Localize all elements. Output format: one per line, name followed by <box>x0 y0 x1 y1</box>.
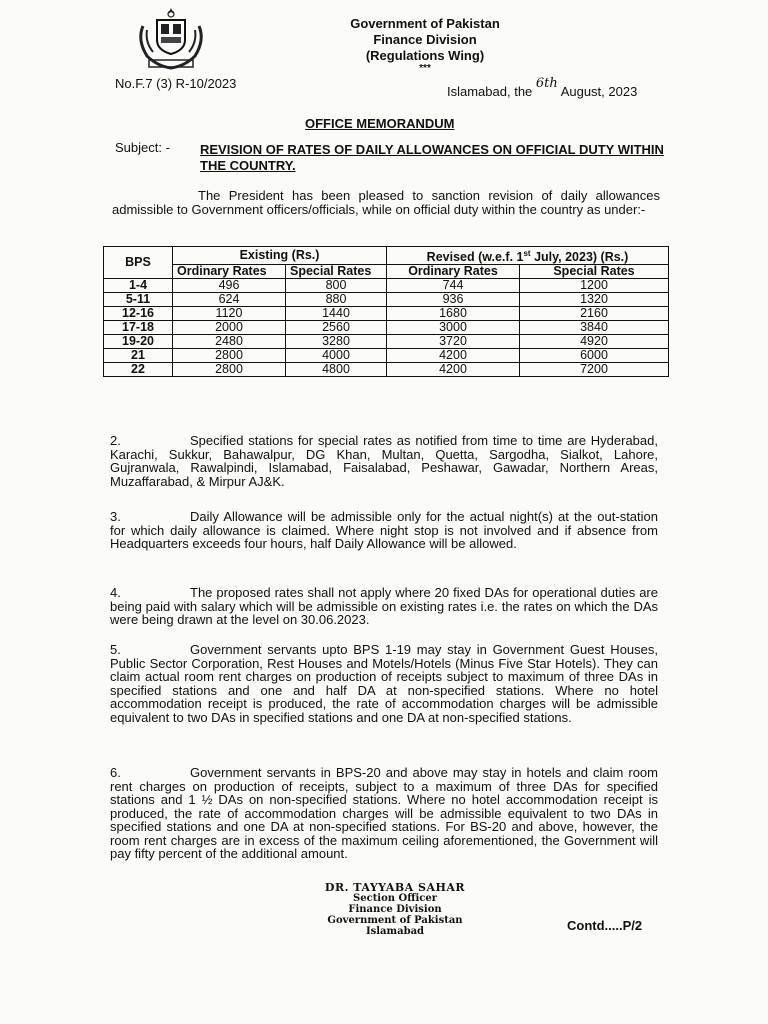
table-cell: 2480 <box>173 335 286 349</box>
table-cell: 800 <box>286 279 387 293</box>
table-cell: 1680 <box>387 307 520 321</box>
header-existing-ordinary: Ordinary Rates <box>173 265 286 279</box>
table-row <box>104 335 669 349</box>
table-cell: 936 <box>387 293 520 307</box>
paragraph-2: 2. Specified stations for special rates as notified from time to time are Hyderabad, Karachi, Sukkur, Bahawalpur, DG Khan, Multan, Quetta, Sargodha, Sialkot, Lahore, Gujranwala, Rawalpindi, Islamabad, Faisalabad, Peshawar, Gawadar, Northern Areas, Muzaffarabad, & Mirpur AJ&K. <box>110 433 658 489</box>
intro-text: The President has been pleased to sanction revision of daily allowances admissible to Government officers/officials, while on official duty within the country as under:- <box>112 188 660 217</box>
table-cell: 5-11 <box>104 293 173 307</box>
subject-text: REVISION OF RATES OF DAILY ALLOWANCES ON OFFICIAL DUTY WITHIN THE COUNTRY. <box>200 142 664 173</box>
header-existing-special: Special Rates <box>286 265 387 279</box>
table-cell: 21 <box>104 349 173 363</box>
table-cell: 880 <box>286 293 387 307</box>
table-cell: 2160 <box>520 307 669 321</box>
state-emblem-icon <box>135 6 207 70</box>
table-cell: 1200 <box>520 279 669 293</box>
letterhead-line2: Finance Division <box>373 32 477 47</box>
table-cell: 4800 <box>286 363 387 377</box>
date-suffix: August, 2023 <box>560 84 638 99</box>
signatory-city: Islamabad <box>365 926 425 937</box>
table-cell: 7200 <box>520 363 669 377</box>
paragraph-4: 4. The proposed rates shall not apply where 20 fixed DAs for operational duties are being paid with salary which will be admissible on existing rates i.e. the rates on which the DAs were being drawn at the level on 30.06.2023. <box>110 585 658 627</box>
header-revised: Revised (w.e.f. 1st July, 2023) (Rs.) <box>387 247 669 265</box>
table-cell: 22 <box>104 363 173 377</box>
table-row <box>104 349 669 363</box>
paragraph-3: 3. Daily Allowance will be admissible only for the actual night(s) at the out-station for which daily allowance is claimed. Where night stop is not involved and if absence from Headquarters exceeds four hours, half Daily Allowance will be allowed. <box>110 509 658 551</box>
letterhead-line1: Government of Pakistan <box>350 16 500 31</box>
table-cell: 744 <box>387 279 520 293</box>
table-cell: 4200 <box>387 363 520 377</box>
header-bps: BPS <box>104 247 173 279</box>
paragraph-5: 5. Government servants upto BPS 1-19 may stay in Government Guest Houses, Public Sector Corporation, Rest Houses and Motels/Hotels (Minus Five Star Hotels). They can claim actual room rent charges on production of receipts subject to maximum of three DAs in specified stations and one and half DA at non-specified stations. Where no hotel accommodation receipt is produced, the rate of accommodation charges will be admissible equivalent to two DAs in specified stations and one DA at non-specified stations. <box>110 642 658 725</box>
paragraph-6: 6. Government servants in BPS-20 and above may stay in hotels and claim room rent charges on production of receipts, subject to a maximum of three DAs for specified stations and 1 ½ DAs on non-specified stations. Where no hotel accommodation receipt is produced, the rate of accommodation charges will be admissible equivalent to two DAs in specified stations and one DA at non-specified stations. For BS-20 and above, however, the room rent charges are in excess of the maximum ceiling aforementioned, the Government will pay fifty percent of the additional amount. <box>110 765 658 861</box>
table-cell: 3840 <box>520 321 669 335</box>
table-cell: 1320 <box>520 293 669 307</box>
header-revised-special: Special Rates <box>520 265 669 279</box>
table-row <box>104 293 669 307</box>
table-cell: 6000 <box>520 349 669 363</box>
table-row <box>104 279 669 293</box>
table-cell: 496 <box>173 279 286 293</box>
table-cell: 19-20 <box>104 335 173 349</box>
date-day-handwritten: 6th <box>535 76 558 91</box>
subject-label: Subject: - <box>115 140 170 155</box>
header-revised-ordinary: Ordinary Rates <box>387 265 520 279</box>
table-cell: 12-16 <box>104 307 173 321</box>
table-cell: 2800 <box>173 349 286 363</box>
table-cell: 3000 <box>387 321 520 335</box>
table-cell: 2800 <box>173 363 286 377</box>
date-prefix: Islamabad, the <box>447 84 533 99</box>
signatory-title: Section Officer <box>353 893 437 904</box>
table-row <box>104 363 669 377</box>
table-cell: 3280 <box>286 335 387 349</box>
table-cell: 4200 <box>387 349 520 363</box>
table-cell: 4920 <box>520 335 669 349</box>
table-row <box>104 307 669 321</box>
letterhead-stars: *** <box>419 63 431 74</box>
rates-table <box>103 246 669 377</box>
signatory-govt: Government of Pakistan <box>327 915 463 926</box>
reference-number: No.F.7 (3) R-10/2023 <box>115 76 237 91</box>
continued-marker: Contd.....P/2 <box>567 918 643 933</box>
table-cell: 1440 <box>286 307 387 321</box>
table-cell: 1-4 <box>104 279 173 293</box>
letterhead-line3: (Regulations Wing) <box>365 48 485 63</box>
table-cell: 624 <box>173 293 286 307</box>
table-cell: 2560 <box>286 321 387 335</box>
memo-date <box>447 76 638 100</box>
header-existing: Existing (Rs.) <box>173 247 387 265</box>
intro-paragraph <box>112 189 660 216</box>
signatory-division: Finance Division <box>348 904 442 915</box>
table-cell: 17-18 <box>104 321 173 335</box>
table-cell: 2000 <box>173 321 286 335</box>
table-cell: 1120 <box>173 307 286 321</box>
table-cell: 3720 <box>387 335 520 349</box>
memo-title: OFFICE MEMORANDUM <box>305 116 455 131</box>
signature-stamp <box>310 882 480 937</box>
table-cell: 4000 <box>286 349 387 363</box>
table-row <box>104 321 669 335</box>
letterhead <box>300 16 550 74</box>
signatory-name: DR. TAYYABA SAHAR <box>324 881 466 894</box>
